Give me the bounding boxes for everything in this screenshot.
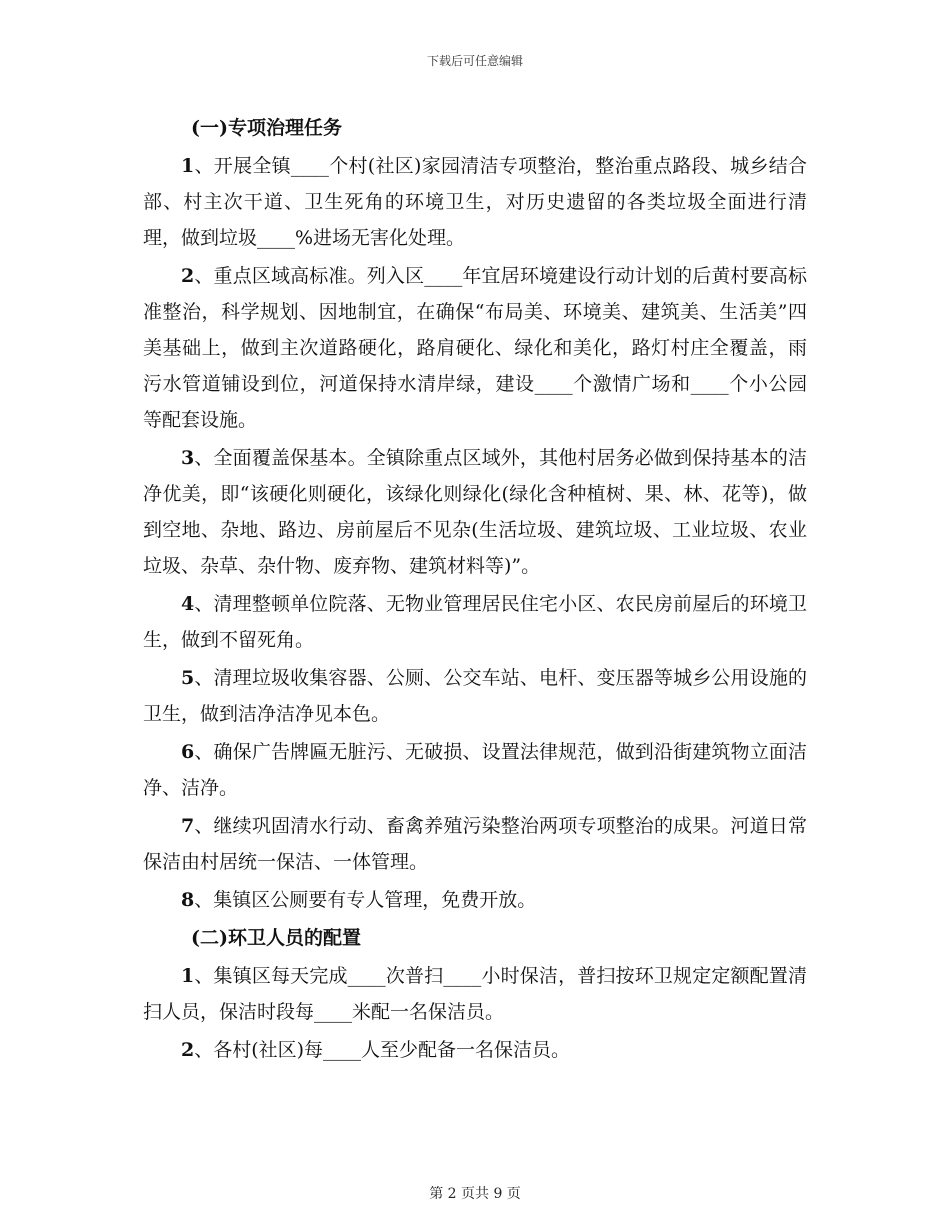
paragraph-1-5 bbox=[143, 660, 807, 732]
paragraph-2-2 bbox=[143, 1032, 807, 1068]
item-number: 1 bbox=[181, 155, 195, 177]
item-text: 、开展全镇____个村(社区)家园清洁专项整治，整治重点路段、城乡结合部、村主次干道、卫生死角的环境卫生，对历史遗留的各类垃圾全面进行清理，做到垃圾____%进场无害化处理。 bbox=[143, 155, 807, 249]
item-number: 2 bbox=[181, 265, 195, 287]
paragraph-1-7 bbox=[143, 808, 807, 880]
item-number: 6 bbox=[181, 741, 195, 763]
item-text: 、集镇区公厕要有专人管理，免费开放。 bbox=[194, 889, 537, 911]
paragraph-2-1 bbox=[143, 958, 807, 1030]
item-text: 、清理整顿单位院落、无物业管理居民住宅小区、农民房前屋后的环境卫生，做到不留死角。 bbox=[143, 593, 807, 651]
item-text: 、清理垃圾收集容器、公厕、公交车站、电杆、变压器等城乡公用设施的卫生，做到洁净洁净见本色。 bbox=[143, 667, 807, 725]
document-body bbox=[143, 110, 807, 1070]
item-number: 3 bbox=[181, 447, 195, 469]
section-heading-1: (一)专项治理任务 bbox=[191, 117, 342, 139]
paragraph-1-3 bbox=[143, 440, 807, 584]
page-footer: 第 2 页共 9 页 bbox=[429, 1186, 521, 1202]
item-text: 、重点区域高标准。列入区____年宜居环境建设行动计划的后黄村要高标准整治，科学规划、因地制宜，在确保“布局美、环境美、建筑美、生活美”四美基础上，做到主次道路硬化，路肩硬化、绿化和美化，路灯村庄全覆盖，雨污水管道铺设到位，河道保持水清岸绿，建设____个激情广场和____个小公园等配套设施。 bbox=[143, 265, 807, 431]
item-text: 、确保广告牌匾无脏污、无破损、设置法律规范，做到沿街建筑物立面洁净、洁净。 bbox=[143, 741, 807, 799]
item-text: 、继续巩固清水行动、畜禽养殖污染整治两项专项整治的成果。河道日常保洁由村居统一保洁、一体管理。 bbox=[143, 815, 807, 873]
paragraph-1-8 bbox=[143, 882, 807, 918]
item-number: 4 bbox=[181, 593, 195, 615]
item-number: 5 bbox=[181, 667, 195, 689]
item-text: 、集镇区每天完成____次普扫____小时保洁，普扫按环卫规定定额配置清扫人员，保洁时段每____米配一名保洁员。 bbox=[143, 965, 807, 1023]
item-text: 、各村(社区)每____人至少配备一名保洁员。 bbox=[194, 1039, 571, 1061]
paragraph-1-4 bbox=[143, 586, 807, 658]
item-number: 2 bbox=[181, 1039, 195, 1061]
item-text: 、全面覆盖保基本。全镇除重点区域外，其他村居务必做到保持基本的洁净优美，即“该硬化则硬化，该绿化则绿化(绿化含种植树、果、林、花等)，做到空地、杂地、路边、房前屋后不见杂(生活垃圾、建筑垃圾、工业垃圾、农业垃圾、杂草、杂什物、废弃物、建筑材料等)”。 bbox=[143, 447, 807, 577]
paragraph-1-1 bbox=[143, 148, 807, 256]
page-header: 下载后可任意编辑 bbox=[426, 54, 523, 68]
item-number: 1 bbox=[181, 965, 195, 987]
paragraph-1-2 bbox=[143, 258, 807, 438]
item-number: 8 bbox=[181, 889, 195, 911]
paragraph-1-6 bbox=[143, 734, 807, 806]
section-heading-2: (二)环卫人员的配置 bbox=[191, 927, 361, 949]
item-number: 7 bbox=[181, 815, 195, 837]
